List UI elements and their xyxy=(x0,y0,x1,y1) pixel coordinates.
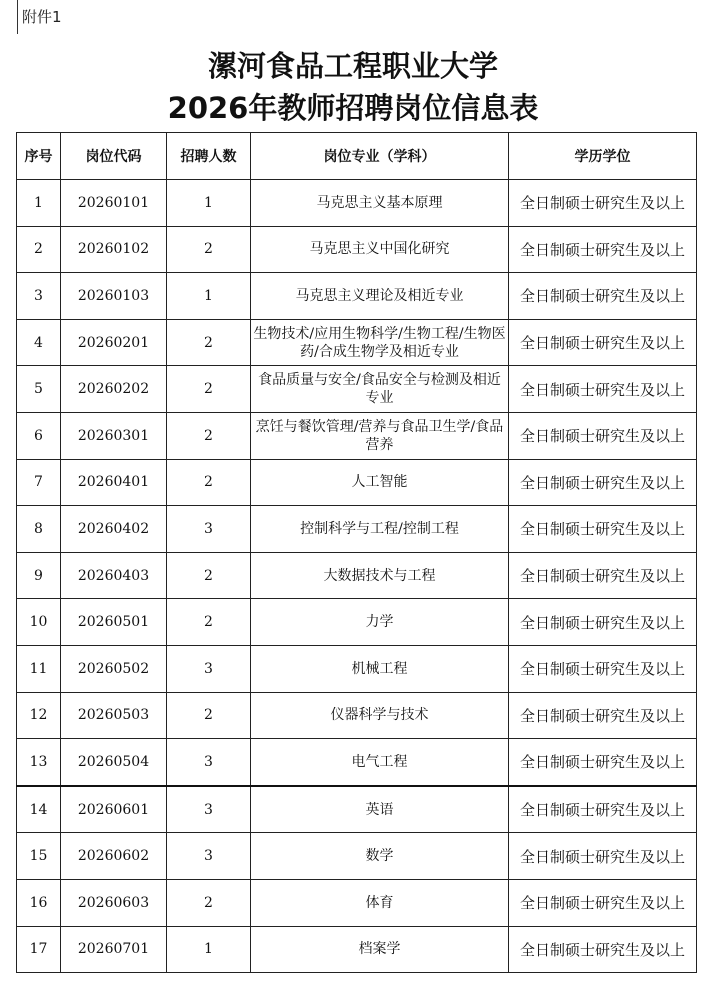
document-title: 漯河食品工程职业大学 xyxy=(207,49,498,83)
cell-major: 英语 xyxy=(251,786,509,833)
table-row xyxy=(17,926,697,973)
cell-major: 数学 xyxy=(251,833,509,880)
cell-education: 全日制硕士研究生及以上 xyxy=(509,552,697,599)
table-row xyxy=(17,833,697,880)
header-education: 学历学位 xyxy=(509,133,697,180)
cell-major: 人工智能 xyxy=(251,459,509,506)
header-code: 岗位代码 xyxy=(61,133,167,180)
cell-count: 2 xyxy=(167,552,251,599)
cell-code: 20260403 xyxy=(61,552,167,599)
table-row xyxy=(17,180,697,227)
attachment-label: 附件1 xyxy=(17,0,62,34)
table-row xyxy=(17,786,697,833)
cell-no: 1 xyxy=(17,180,61,227)
table-row xyxy=(17,692,697,739)
cell-count: 2 xyxy=(167,692,251,739)
cell-major: 控制科学与工程/控制工程 xyxy=(251,506,509,553)
cell-no: 9 xyxy=(17,552,61,599)
cell-count: 2 xyxy=(167,319,251,366)
cell-major: 食品质量与安全/食品安全与检测及相近专业 xyxy=(251,366,509,413)
table-row xyxy=(17,273,697,320)
cell-education: 全日制硕士研究生及以上 xyxy=(509,506,697,553)
header-no: 序号 xyxy=(17,133,61,180)
cell-major: 电气工程 xyxy=(251,739,509,786)
cell-no: 17 xyxy=(17,926,61,973)
table-header-row xyxy=(17,133,697,180)
cell-education: 全日制硕士研究生及以上 xyxy=(509,459,697,506)
cell-no: 7 xyxy=(17,459,61,506)
cell-education: 全日制硕士研究生及以上 xyxy=(509,786,697,833)
cell-count: 2 xyxy=(167,412,251,459)
header-major: 岗位专业（学科） xyxy=(251,133,509,180)
cell-education: 全日制硕士研究生及以上 xyxy=(509,180,697,227)
cell-education: 全日制硕士研究生及以上 xyxy=(509,739,697,786)
cell-major: 力学 xyxy=(251,599,509,646)
cell-count: 3 xyxy=(167,739,251,786)
cell-education: 全日制硕士研究生及以上 xyxy=(509,319,697,366)
cell-code: 20260502 xyxy=(61,645,167,692)
cell-education: 全日制硕士研究生及以上 xyxy=(509,599,697,646)
cell-education: 全日制硕士研究生及以上 xyxy=(509,412,697,459)
cell-count: 2 xyxy=(167,599,251,646)
cell-education: 全日制硕士研究生及以上 xyxy=(509,645,697,692)
cell-code: 20260501 xyxy=(61,599,167,646)
table-row xyxy=(17,366,697,413)
cell-code: 20260401 xyxy=(61,459,167,506)
cell-code: 20260701 xyxy=(61,926,167,973)
cell-education: 全日制硕士研究生及以上 xyxy=(509,879,697,926)
cell-code: 20260601 xyxy=(61,786,167,833)
cell-major: 仪器科学与技术 xyxy=(251,692,509,739)
table-row xyxy=(17,226,697,273)
cell-no: 12 xyxy=(17,692,61,739)
header-count: 招聘人数 xyxy=(167,133,251,180)
cell-major: 马克思主义理论及相近专业 xyxy=(251,273,509,320)
cell-code: 20260101 xyxy=(61,180,167,227)
cell-no: 15 xyxy=(17,833,61,880)
cell-education: 全日制硕士研究生及以上 xyxy=(509,366,697,413)
table-row xyxy=(17,879,697,926)
cell-no: 8 xyxy=(17,506,61,553)
table-row xyxy=(17,739,697,786)
cell-no: 10 xyxy=(17,599,61,646)
cell-code: 20260504 xyxy=(61,739,167,786)
cell-major: 马克思主义中国化研究 xyxy=(251,226,509,273)
cell-major: 马克思主义基本原理 xyxy=(251,180,509,227)
cell-code: 20260301 xyxy=(61,412,167,459)
cell-education: 全日制硕士研究生及以上 xyxy=(509,926,697,973)
cell-no: 6 xyxy=(17,412,61,459)
cell-count: 2 xyxy=(167,366,251,413)
cell-no: 4 xyxy=(17,319,61,366)
cell-count: 3 xyxy=(167,786,251,833)
cell-major: 生物技术/应用生物科学/生物工程/生物医药/合成生物学及相近专业 xyxy=(251,319,509,366)
table-row xyxy=(17,319,697,366)
cell-count: 1 xyxy=(167,180,251,227)
cell-code: 20260402 xyxy=(61,506,167,553)
document-subtitle: 2026年教师招聘岗位信息表 xyxy=(167,91,539,125)
cell-education: 全日制硕士研究生及以上 xyxy=(509,226,697,273)
cell-code: 20260102 xyxy=(61,226,167,273)
cell-code: 20260201 xyxy=(61,319,167,366)
cell-education: 全日制硕士研究生及以上 xyxy=(509,692,697,739)
table-row xyxy=(17,645,697,692)
table-row xyxy=(17,412,697,459)
cell-no: 14 xyxy=(17,786,61,833)
cell-no: 16 xyxy=(17,879,61,926)
cell-count: 3 xyxy=(167,645,251,692)
cell-code: 20260603 xyxy=(61,879,167,926)
cell-no: 13 xyxy=(17,739,61,786)
cell-no: 5 xyxy=(17,366,61,413)
table-row xyxy=(17,599,697,646)
cell-major: 体育 xyxy=(251,879,509,926)
cell-major: 大数据技术与工程 xyxy=(251,552,509,599)
table-row xyxy=(17,506,697,553)
cell-code: 20260602 xyxy=(61,833,167,880)
cell-code: 20260103 xyxy=(61,273,167,320)
cell-count: 2 xyxy=(167,879,251,926)
cell-no: 3 xyxy=(17,273,61,320)
cell-no: 2 xyxy=(17,226,61,273)
table-body xyxy=(17,180,697,973)
cell-code: 20260202 xyxy=(61,366,167,413)
cell-count: 3 xyxy=(167,833,251,880)
cell-major: 烹饪与餐饮管理/营养与食品卫生学/食品营养 xyxy=(251,412,509,459)
cell-count: 3 xyxy=(167,506,251,553)
table-row xyxy=(17,459,697,506)
cell-education: 全日制硕士研究生及以上 xyxy=(509,273,697,320)
cell-count: 2 xyxy=(167,226,251,273)
table-row xyxy=(17,552,697,599)
cell-count: 2 xyxy=(167,459,251,506)
recruitment-table xyxy=(16,132,697,973)
cell-count: 1 xyxy=(167,273,251,320)
cell-education: 全日制硕士研究生及以上 xyxy=(509,833,697,880)
cell-count: 1 xyxy=(167,926,251,973)
cell-major: 档案学 xyxy=(251,926,509,973)
cell-code: 20260503 xyxy=(61,692,167,739)
cell-major: 机械工程 xyxy=(251,645,509,692)
cell-no: 11 xyxy=(17,645,61,692)
